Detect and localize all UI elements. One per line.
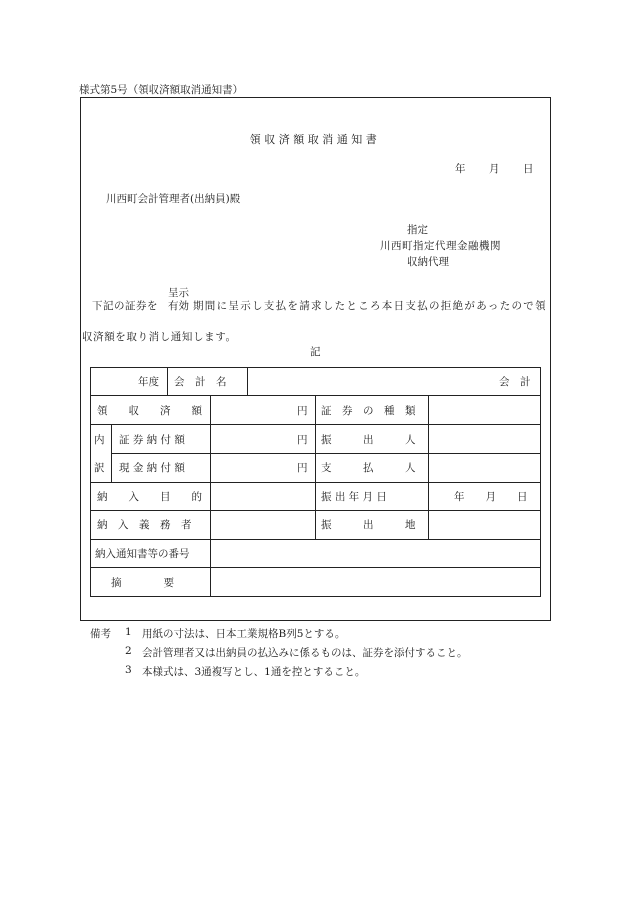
table-col-divider (111, 424, 112, 482)
institution-line1: 指定 (407, 224, 428, 236)
date-year: 年 (455, 163, 466, 175)
note-text: 本様式は、3通複写とし、1通を控とすること。 (142, 666, 366, 678)
table-border-bottom (90, 596, 541, 597)
presentation-option-stack (168, 287, 189, 313)
cell-uchiwake-1: 内 (94, 434, 105, 446)
body-text-line2: 収済額を取り消し通知します。 (82, 331, 237, 343)
table-col-divider (428, 395, 429, 539)
date-month: 月 (489, 163, 500, 175)
date-day: 日 (523, 163, 534, 175)
ki-heading: 記 (310, 346, 321, 358)
table-border-top (90, 367, 541, 368)
table-col-divider (167, 367, 168, 395)
cell-nonyu-gimusha: 納 入 義 務 者 (97, 519, 192, 531)
option-valid: 有効 (168, 300, 189, 312)
cell-furidashinin: 振 出 人 (321, 434, 416, 446)
document-title: 領収済額取消通知書 (249, 133, 381, 146)
cell-uchiwake-2: 訳 (94, 462, 105, 474)
note-number: 3 (125, 664, 132, 676)
table-row-divider (90, 567, 541, 568)
institution-line3: 収納代理 (407, 256, 449, 268)
cell-nonyu-mokuteki: 納 入 目 的 (97, 491, 202, 503)
note-number: 2 (125, 645, 132, 657)
table-row-divider (90, 539, 541, 540)
form-number-label: 様式第5号（領収済額取消通知書） (79, 84, 244, 96)
cell-genkin-nofu: 現 金 納 付 額 (119, 462, 185, 474)
note-text: 会計管理者又は出納員の払込みに係るものは、証券を添付すること。 (142, 647, 468, 659)
note-number: 1 (125, 626, 132, 638)
cell-kaikei: 会 計 (499, 376, 531, 388)
cell-shoken-shurui: 証 券 の 種 類 (321, 405, 416, 417)
cell-tekiyo: 摘 要 (111, 577, 174, 589)
table-col-divider (315, 395, 316, 539)
table-col-divider (247, 367, 248, 395)
cell-yen: 円 (297, 462, 308, 474)
table-row-divider (111, 453, 541, 454)
cell-ymd-value: 年 月 日 (454, 491, 528, 503)
cell-furidashichi: 振 出 地 (321, 519, 416, 531)
cell-ryoshu-label: 領 収 済 額 (97, 405, 202, 417)
cell-tsuchisho-bango: 納入通知書等の番号 (95, 548, 190, 560)
cell-kaikei-mei: 会 計 名 (174, 376, 227, 388)
institution-line2: 川西町指定代理金融機関 (380, 240, 501, 252)
cell-yen: 円 (297, 405, 308, 417)
cell-shoken-nofu: 証 券 納 付 額 (119, 434, 185, 446)
table-border-right (540, 367, 541, 596)
body-text-prefix: 下記の証券を (92, 300, 158, 312)
cell-yen: 円 (297, 434, 308, 446)
notes-label: 備考 (90, 628, 111, 640)
form-frame (80, 97, 551, 621)
note-text: 用紙の寸法は、日本工業規格B列5とする。 (142, 628, 346, 640)
option-presented: 呈示 (168, 287, 189, 299)
addressee: 川西町会計管理者(出納員)殿 (106, 193, 241, 205)
body-text-line1: 期間に呈示し支払を請求したところ本日支払の拒絶があったので領 (193, 300, 547, 312)
cell-nendo: 年度 (138, 376, 159, 388)
cell-furidashi-ymd: 振 出 年 月 日 (321, 491, 387, 503)
cell-shiharainin: 支 払 人 (321, 462, 416, 474)
table-border-left (90, 367, 91, 596)
table-col-divider (210, 395, 211, 596)
